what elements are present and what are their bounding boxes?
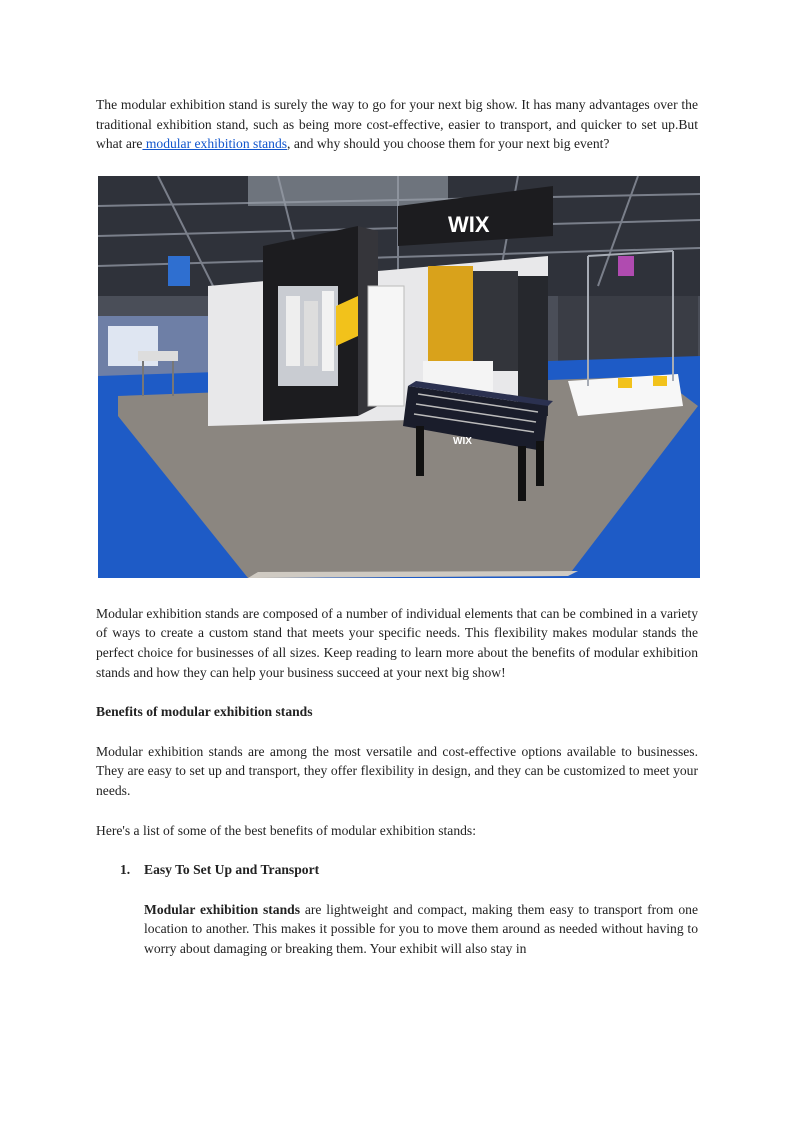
list-item-title: Easy To Set Up and Transport [144, 862, 320, 878]
list-item-heading [96, 860, 698, 880]
benefits-list [96, 860, 698, 958]
benefits-list-intro: Here's a list of some of the best benefits of modular exhibition stands: [96, 822, 476, 838]
list-item-number: 1. [120, 862, 131, 878]
intro-text-before: The modular exhibition stand is surely the way to go for your next big show. It has many advantages over the traditional exhibition stand, such as being more cost-effective, easier to transport, and quicker to set up.But what are [96, 97, 698, 152]
list-item-body [144, 900, 698, 959]
exhibition-stand-photo [98, 176, 700, 578]
benefits-intro-paragraph: Modular exhibition stands are among the most versatile and cost-effective options available to businesses. They are easy to set up and transport, they offer flexibility in design, and they can be customized to meet your needs. [96, 743, 698, 798]
list-item-text: are lightweight and compact, making them easy to transport from one location to another. This makes it possible for you to move them around as needed without having to worry about damaging or breaking them. Your exhibit will also stay in [144, 901, 698, 956]
list-item-lead: Modular exhibition stands [144, 901, 300, 917]
intro-paragraph [96, 95, 698, 154]
intro-text-after: , and why should you choose them for your next big event? [287, 136, 610, 152]
benefits-heading: Benefits of modular exhibition stands [96, 704, 313, 720]
table-brand-text: WIX [453, 435, 472, 447]
modular-stands-link[interactable]: modular exhibition stands [142, 136, 288, 152]
list-item [96, 860, 698, 958]
stand-brand-text: WIX [448, 211, 490, 237]
intro-modular-paragraph: Modular exhibition stands are composed of a number of individual elements that can be combined in a variety of ways to create a custom stand that meets your specific needs. This flexibility makes modular stands the perfect choice for businesses of all sizes. Keep reading to learn more about the benefits of modular exhibition stands and how they can help your business succeed at your next big show! [96, 605, 698, 680]
document-page [96, 95, 698, 959]
